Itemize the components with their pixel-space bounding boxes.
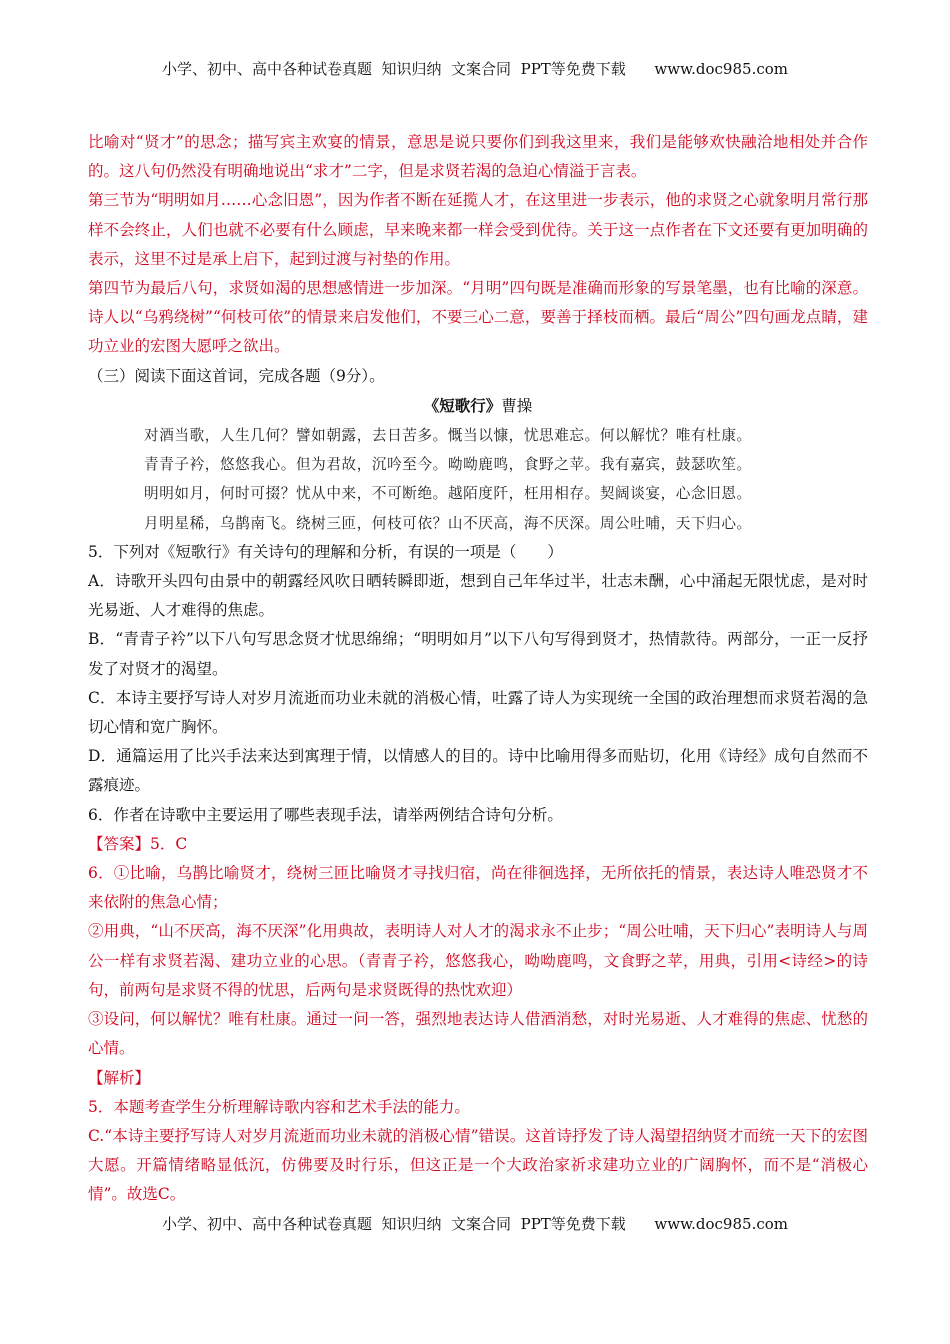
answer-item: ③设问，何以解忧？唯有杜康。通过一问一答，强烈地表达诗人借酒消愁，对时光易逝、人才难得的焦虑、忧愁的心情。 bbox=[88, 1010, 868, 1058]
option-d: D．通篇运用了比兴手法来达到寓理于情，以情感人的目的。诗中比喻用得多而贴切，化用《诗经》成句自然而不露痕迹。 bbox=[88, 747, 868, 795]
analysis-paragraph: 比喻对“贤才”的思念；描写宾主欢宴的情景，意思是说只要你们到我这里来，我们是能够欢快融洽地相处并合作的。这八句仍然没有明确地说出“求才”二字，但是求贤若渴的急迫心情溢于言表。 bbox=[88, 133, 868, 181]
answer-label: 【答案】5．C bbox=[88, 834, 188, 853]
poem-line: 青青子衿，悠悠我心。但为君故，沉吟至今。呦呦鹿鸣，食野之苹。我有嘉宾，鼓瑟吹笙。 bbox=[144, 456, 752, 474]
page-footer: 小学、初中、高中各种试卷真题 知识归纳 文案合同 PPT等免费下载 www.doc985.com bbox=[161, 1215, 788, 1233]
poem-title-line bbox=[88, 391, 868, 421]
poem-line: 对酒当歌，人生几何？譬如朝露，去日苦多。慨当以慷，忧思难忘。何以解忧？唯有杜康。 bbox=[144, 427, 752, 445]
analysis-paragraph: 第三节为“明明如月……心念旧恩”，因为作者不断在延揽人才，在这里进一步表示，他的求贤之心就象明月常行那样不会终止，人们也就不必要有什么顾虑，早来晚来都一样会受到优待。关于这一点作者在下文还要有更加明确的表示，这里不过是承上启下，起到过渡与衬垫的作用。 bbox=[88, 191, 868, 268]
analysis-paragraph: 第四节为最后八句，求贤如渴的思想感情进一步加深。“月明”四句既是准确而形象的写景笔墨，也有比喻的深意。诗人以“乌鸦绕树”“何枝可依”的情景来启发他们，不要三心二意，要善于择枝而栖。最后“周公”四句画龙点睛，建功立业的宏图大愿呼之欲出。 bbox=[88, 279, 868, 356]
poem-title: 《短歌行》 bbox=[423, 395, 502, 415]
poem-line: 明明如月，何时可掇？忧从中来，不可断绝。越陌度阡，枉用相存。契阔谈宴，心念旧恩。 bbox=[144, 485, 752, 503]
answer-item: ②用典，“山不厌高，海不厌深”化用典故，表明诗人对人才的渴求永不止步；“周公吐哺，天下归心”表明诗人与周公一样有求贤若渴、建功立业的心思。（青青子衿，悠悠我心，呦呦鹿鸣，文食野之苹，用典，引用<诗经>的诗句，前两句是求贤不得的忧思，后两句是求贤既得的热忱欢迎） bbox=[88, 922, 868, 999]
option-a: A．诗歌开头四句由景中的朝露经风吹日晒转瞬即逝，想到自己年华过半，壮志未酬，心中涌起无限忧虑，是对时光易逝、人才难得的焦虑。 bbox=[88, 572, 868, 620]
option-b: B．“青青子衿”以下八句写思念贤才忧思绵绵；“明明如月”以下八句写得到贤才，热情款待。两部分，一正一反抒发了对贤才的渴望。 bbox=[88, 630, 868, 678]
option-c: C．本诗主要抒写诗人对岁月流逝而功业未就的消极心情，吐露了诗人为实现统一全国的政治理想而求贤若渴的急切心情和宽广胸怀。 bbox=[88, 688, 868, 737]
answer-item: 6．①比喻，乌鹊比喻贤才，绕树三匝比喻贤才寻找归宿，尚在徘徊选择，无所依托的情景，表达诗人唯恐贤才不来依附的焦急心情； bbox=[88, 864, 868, 912]
question-5-stem: 5．下列对《短歌行》有关诗句的理解和分析，有误的一项是（ ） bbox=[88, 542, 563, 561]
section-heading: （三）阅读下面这首词，完成各题（9分）。 bbox=[88, 366, 385, 385]
explanation-q5-intro: 5．本题考查学生分析理解诗歌内容和艺术手法的能力。 bbox=[88, 1097, 470, 1116]
explanation-q5-detail: C.“本诗主要抒写诗人对岁月流逝而功业未就的消极心情”错误。这首诗抒发了诗人渴望招纳贤才而统一天下的宏图大愿。开篇情绪略显低沉，仿佛要及时行乐，但这正是一个大政治家祈求建功立业的广阔胸怀，而不是“消极心情”。故选C。 bbox=[88, 1126, 868, 1204]
explanation-label: 【解析】 bbox=[88, 1068, 151, 1087]
poem-line: 月明星稀，乌鹊南飞。绕树三匝，何枝可依？山不厌高，海不厌深。周公吐哺，天下归心。 bbox=[144, 514, 752, 532]
poem-author: 曹操 bbox=[501, 396, 533, 415]
question-6-stem: 6．作者在诗歌中主要运用了哪些表现手法，请举两例结合诗句分析。 bbox=[88, 805, 563, 824]
document-body bbox=[88, 128, 868, 1210]
page-header: 小学、初中、高中各种试卷真题 知识归纳 文案合同 PPT等免费下载 www.doc985.com bbox=[161, 60, 788, 78]
